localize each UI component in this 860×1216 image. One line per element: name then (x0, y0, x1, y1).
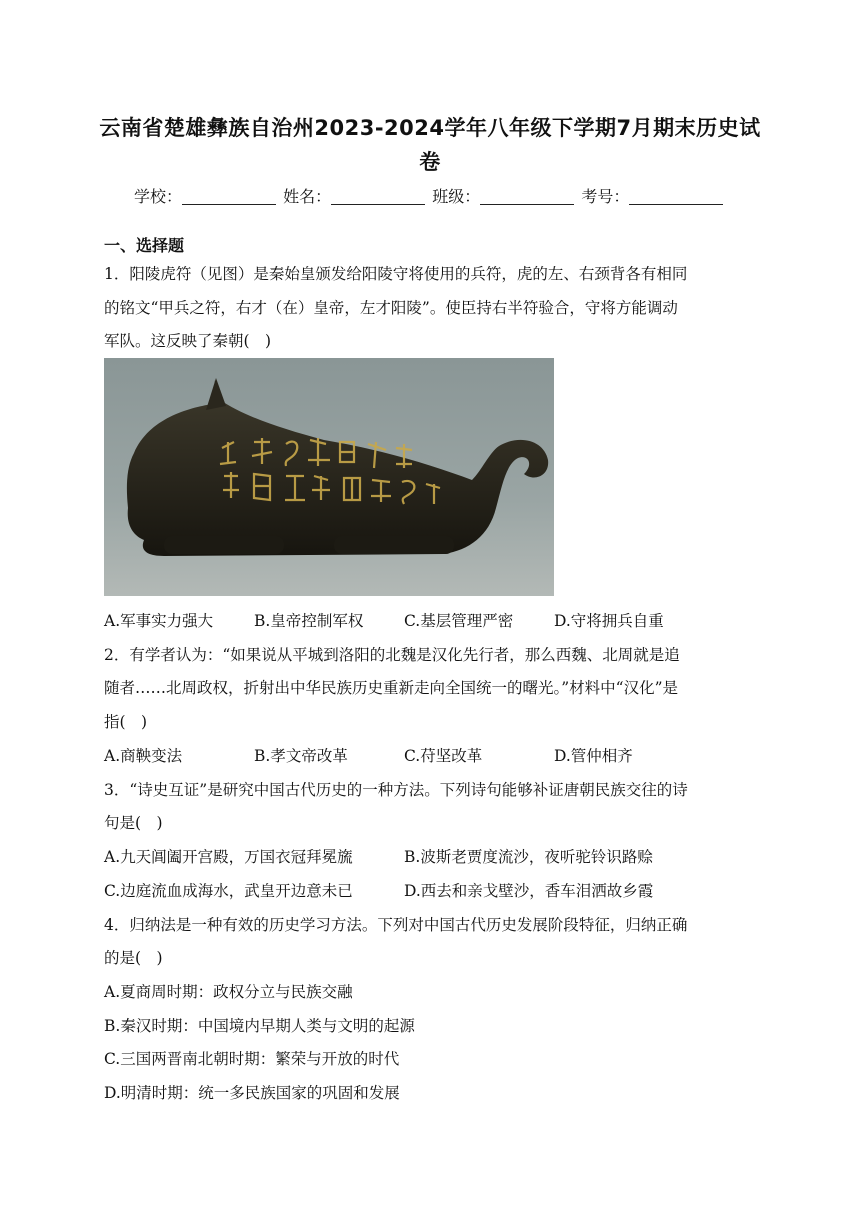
q3-option-b[interactable]: B.波斯老贾度流沙，夜听驼铃识路赊 (404, 848, 653, 866)
q1-option-a[interactable]: A.军事实力强大 (104, 612, 214, 630)
q2-line2: 随者……北周政权，折射出中华民族历史重新走向全国统一的曙光。”材料中“汉化”是 (104, 679, 679, 697)
q1-option-d[interactable]: D.守将拥兵自重 (554, 612, 664, 630)
q1-line3: 军队。这反映了秦朝( ) (104, 332, 272, 350)
q2-line3: 指( ) (104, 713, 148, 731)
q2-option-d[interactable]: D.管仲相齐 (554, 747, 633, 765)
tiger-tally-photo (104, 358, 554, 596)
name-blank[interactable] (331, 188, 425, 205)
q1-line2: 的铭文“甲兵之符，右才（在）皇帝，左才阳陵”。使臣持右半符验合，守将方能调动 (104, 299, 678, 317)
q4-option-a[interactable]: A.夏商周时期：政权分立与民族交融 (104, 983, 353, 1001)
class-blank[interactable] (480, 188, 574, 205)
q3-option-c[interactable]: C.边庭流血成海水，武皇开边意未已 (104, 882, 353, 900)
exam-title-line1: 云南省楚雄彝族自治州2023-2024学年八年级下学期7月期末历史试 (99, 116, 761, 140)
q1-option-c[interactable]: C.基层管理严密 (404, 612, 514, 630)
q3-line2: 句是( ) (104, 814, 163, 832)
q2-line1: 2．有学者认为：“如果说从平城到洛阳的北魏是汉化先行者，那么西魏、北周就是追 (104, 646, 680, 664)
q3-line1: 3．“诗史互证”是研究中国古代历史的一种方法。下列诗句能够补证唐朝民族交往的诗 (104, 781, 688, 799)
q1-option-b[interactable]: B.皇帝控制军权 (254, 612, 364, 630)
q4-option-b[interactable]: B.秦汉时期：中国境内早期人类与文明的起源 (104, 1017, 415, 1035)
student-info-row (134, 184, 725, 207)
q3-option-a[interactable]: A.九天阊阖开宫殿，万国衣冠拜冕旒 (104, 848, 353, 866)
class-label: 班级： (432, 187, 481, 206)
name-label: 姓名： (283, 187, 332, 206)
q4-line2: 的是( ) (104, 949, 163, 967)
q2-option-b[interactable]: B.孝文帝改革 (254, 747, 348, 765)
school-label: 学校： (134, 187, 183, 206)
exam-number-blank[interactable] (629, 188, 723, 205)
q2-option-a[interactable]: A.商鞅变法 (104, 747, 183, 765)
school-blank[interactable] (182, 188, 276, 205)
q2-option-c[interactable]: C.苻坚改革 (404, 747, 483, 765)
q4-option-d[interactable]: D.明清时期：统一多民族国家的巩固和发展 (104, 1084, 400, 1102)
q4-option-c[interactable]: C.三国两晋南北朝时期：繁荣与开放的时代 (104, 1050, 400, 1068)
exam-number-label: 考号： (581, 187, 630, 206)
exam-title-line2: 卷 (419, 150, 441, 174)
q3-option-d[interactable]: D.西去和亲戈壁沙，香车泪洒故乡霞 (404, 882, 654, 900)
section-heading: 一、选择题 (104, 236, 185, 255)
q1-line1: 1．阳陵虎符（见图）是秦始皇颁发给阳陵守将使用的兵符，虎的左、右颈背各有相同 (104, 265, 688, 283)
q4-line1: 4．归纳法是一种有效的历史学习方法。下列对中国古代历史发展阶段特征，归纳正确 (104, 916, 688, 934)
